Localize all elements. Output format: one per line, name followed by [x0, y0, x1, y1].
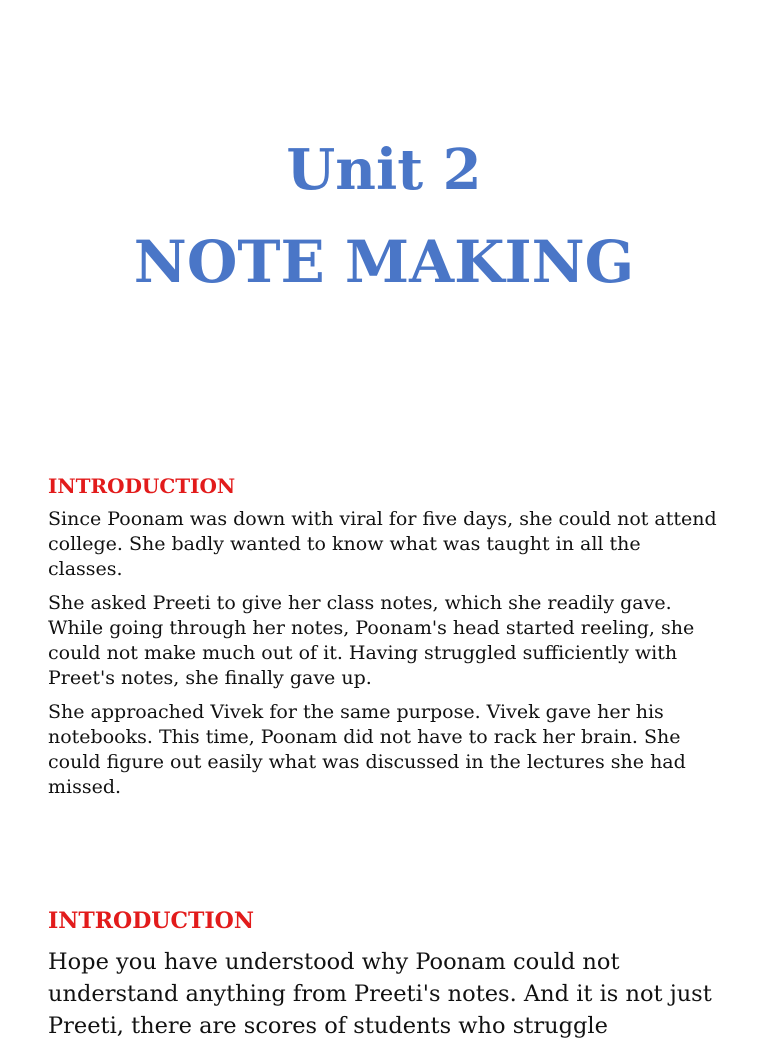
unit-title: Unit 2 [286, 137, 482, 203]
topic-title: NOTE MAKING [133, 228, 635, 296]
paragraph: She asked Preeti to give her class notes, which she readily gave. While going through her notes, Poonam's head started reeling, she could not make much out of it. Having struggled sufficiently with Preet's notes, she finally gave up. [48, 592, 695, 689]
paragraph: She approached Vivek for the same purpose. Vivek gave her his notebooks. This time, Poonam did not have to rack her brain. She could figure out easily what was discussed in the lectures she had missed. [48, 701, 686, 798]
paragraph: Hope you have understood why Poonam could not understand anything from Preeti's notes. And it is not just Preeti, there are scores of students who struggle [48, 949, 712, 1039]
section-heading: INTRODUCTION [48, 908, 254, 934]
section-heading: INTRODUCTION [48, 474, 236, 498]
paragraph: Since Poonam was down with viral for five days, she could not attend college. She badly wanted to know what was taught in all the classes. [48, 508, 717, 580]
